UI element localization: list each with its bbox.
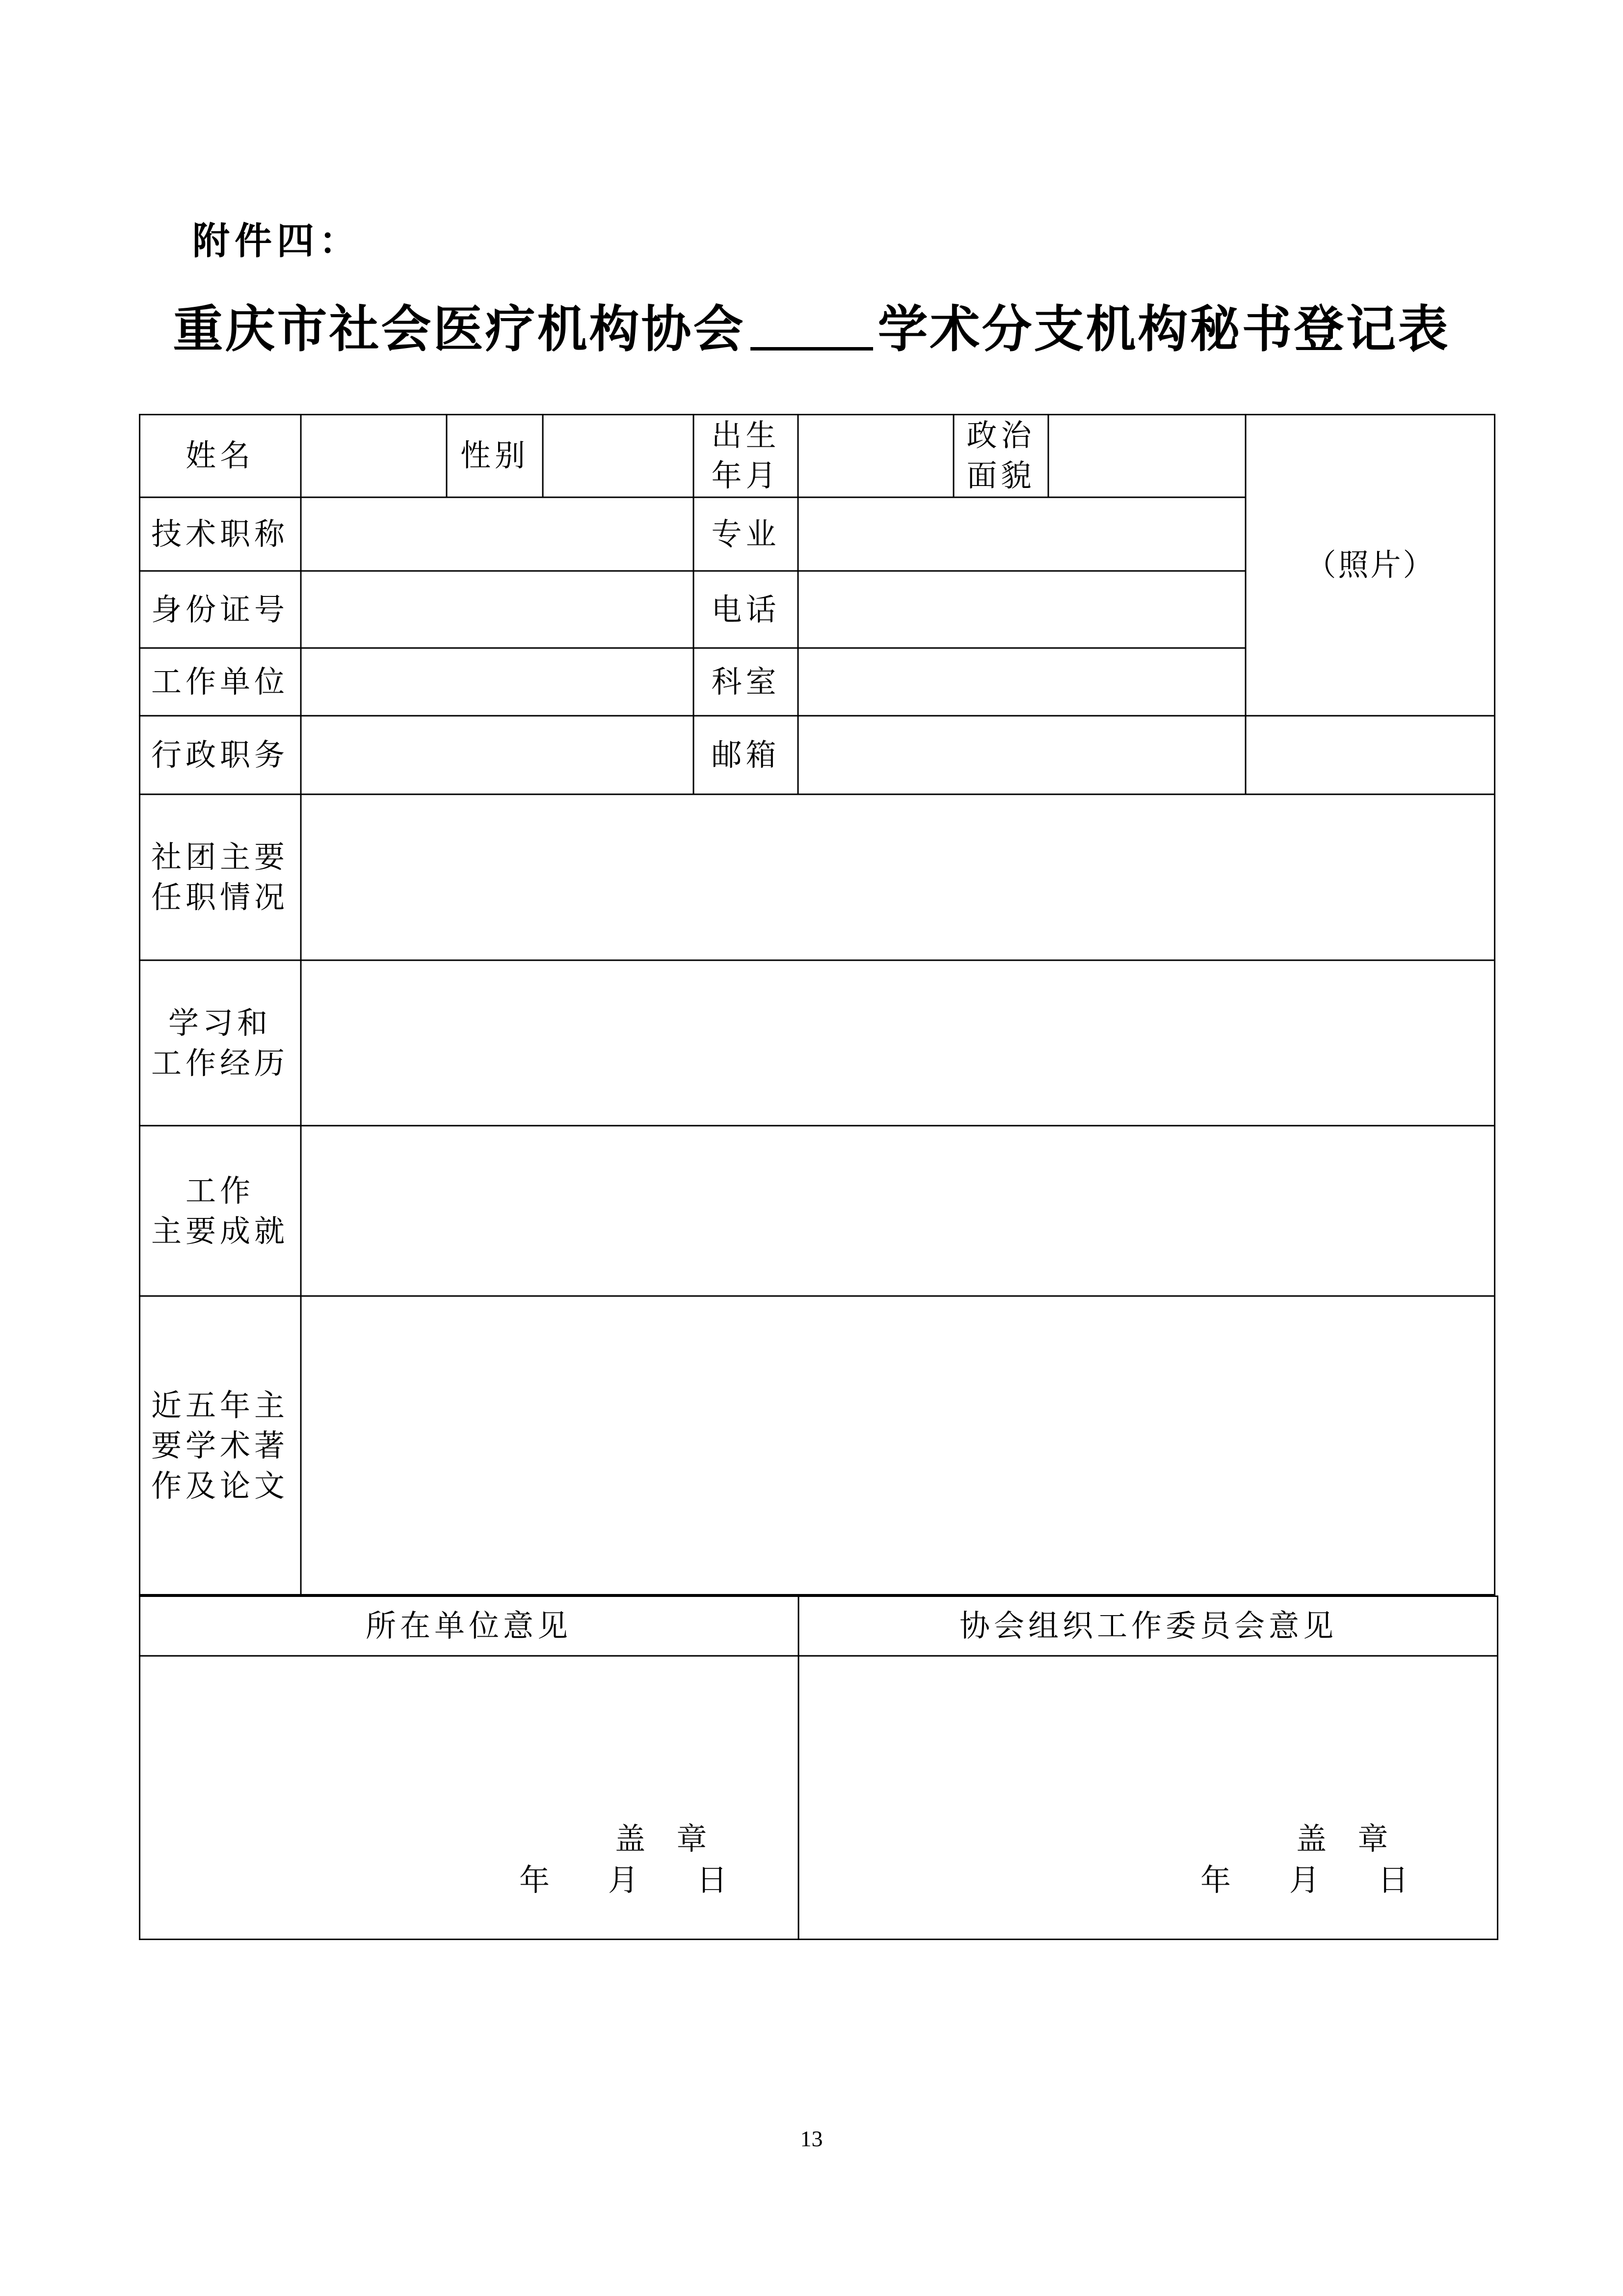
title-part-1: 重庆市社会医疗机构协会 xyxy=(173,300,745,359)
unit-date-label: 年 月 日 xyxy=(519,1862,731,1898)
email-input-cell[interactable] xyxy=(798,716,1246,794)
label-study-line-1: 学习和 xyxy=(168,1004,271,1041)
label-work-unit: 工作单位 xyxy=(151,664,289,700)
committee-seal-label: 盖 章 xyxy=(1296,1821,1392,1857)
label-papers-line-1: 近五年主 xyxy=(151,1387,289,1423)
department-input-cell[interactable] xyxy=(798,648,1246,716)
political-input-cell[interactable] xyxy=(1048,414,1246,497)
papers-input-cell[interactable] xyxy=(301,1296,1495,1595)
label-study-work-history xyxy=(139,960,301,1126)
label-papers-line-3: 作及论文 xyxy=(151,1468,289,1504)
label-study-line-2: 工作经历 xyxy=(151,1045,289,1081)
opinion-section xyxy=(139,1595,1498,1940)
society-positions-input-cell[interactable] xyxy=(301,794,1495,960)
title-blank-line[interactable] xyxy=(750,303,873,351)
label-phone: 电话 xyxy=(711,591,780,627)
gender-input-cell[interactable] xyxy=(543,414,693,497)
work-unit-input-cell[interactable] xyxy=(301,648,693,716)
committee-date-label: 年 月 日 xyxy=(1200,1862,1412,1898)
label-papers-line-2: 要学术著 xyxy=(151,1428,289,1463)
unit-opinion-header: 所在单位意见 xyxy=(365,1607,572,1644)
label-papers xyxy=(139,1296,301,1595)
page-title xyxy=(0,290,1623,361)
admin-position-input-cell[interactable] xyxy=(301,716,693,794)
label-department: 科室 xyxy=(711,664,780,700)
label-name: 姓名 xyxy=(185,437,254,473)
photo-cell[interactable]: （照片） xyxy=(1305,546,1436,583)
name-input-cell[interactable] xyxy=(301,414,447,497)
label-admin-position: 行政职务 xyxy=(151,737,289,773)
achievements-input-cell[interactable] xyxy=(301,1126,1495,1296)
label-title-rank: 技术职称 xyxy=(151,516,289,552)
label-society-line-1: 社团主要 xyxy=(151,839,289,875)
label-society-positions xyxy=(139,794,301,960)
page-number: 13 xyxy=(800,2126,823,2151)
label-id-number: 身份证号 xyxy=(151,591,289,627)
label-email: 邮箱 xyxy=(711,737,780,773)
birth-input-cell[interactable] xyxy=(798,414,954,497)
label-political-line-2: 面貌 xyxy=(966,458,1036,493)
unit-seal-label: 盖 章 xyxy=(615,1821,711,1857)
id-number-input-cell[interactable] xyxy=(301,571,693,648)
label-political xyxy=(954,414,1048,497)
label-achieve-line-1: 工作 xyxy=(185,1172,254,1209)
registration-form xyxy=(139,414,1495,1595)
label-major: 专业 xyxy=(711,516,780,552)
study-work-history-input-cell[interactable] xyxy=(301,960,1495,1126)
phone-input-cell[interactable] xyxy=(798,571,1246,648)
label-birth xyxy=(693,414,798,497)
title-part-2: 学术分支机构秘书登记表 xyxy=(878,300,1450,359)
title-rank-input-cell[interactable] xyxy=(301,497,693,571)
major-input-cell[interactable] xyxy=(798,497,1246,571)
email-extra-cell[interactable] xyxy=(1246,716,1495,794)
label-achieve-line-2: 主要成就 xyxy=(151,1213,289,1249)
label-political-line-1: 政治 xyxy=(966,417,1036,453)
label-achievements xyxy=(139,1126,301,1296)
committee-opinion-header: 协会组织工作委员会意见 xyxy=(959,1607,1337,1644)
attachment-label: 附件四： xyxy=(192,219,361,263)
label-gender: 性别 xyxy=(460,437,529,473)
label-birth-line-2: 年月 xyxy=(711,458,780,493)
label-birth-line-1: 出生 xyxy=(711,417,780,453)
label-society-line-2: 任职情况 xyxy=(151,879,289,915)
